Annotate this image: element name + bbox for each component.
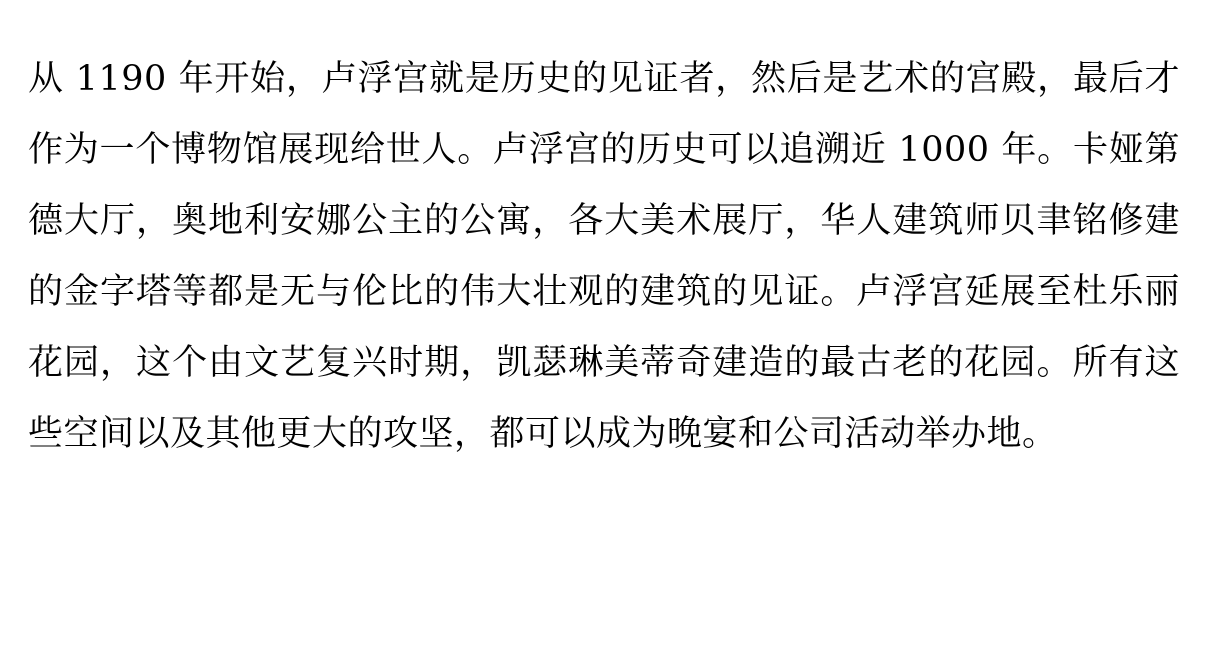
body-paragraph: 从 1190 年开始，卢浮宫就是历史的见证者，然后是艺术的宫殿，最后才作为一个博物馆展现给世人。卢浮宫的历史可以追溯近 1000 年。卡娅第德大厅，奥地利安娜公主的公寓，各大美术展厅，华人建筑师贝聿铭修建的金字塔等都是无与伦比的伟大壮观的建筑的见证。卢浮宫延展至杜乐丽花园，这个由文艺复兴时期，凯瑟琳美蒂奇建造的最古老的花园。所有这些空间以及其他更大的攻坚，都可以成为晚宴和公司活动举办地。 bbox=[28, 59, 1180, 454]
